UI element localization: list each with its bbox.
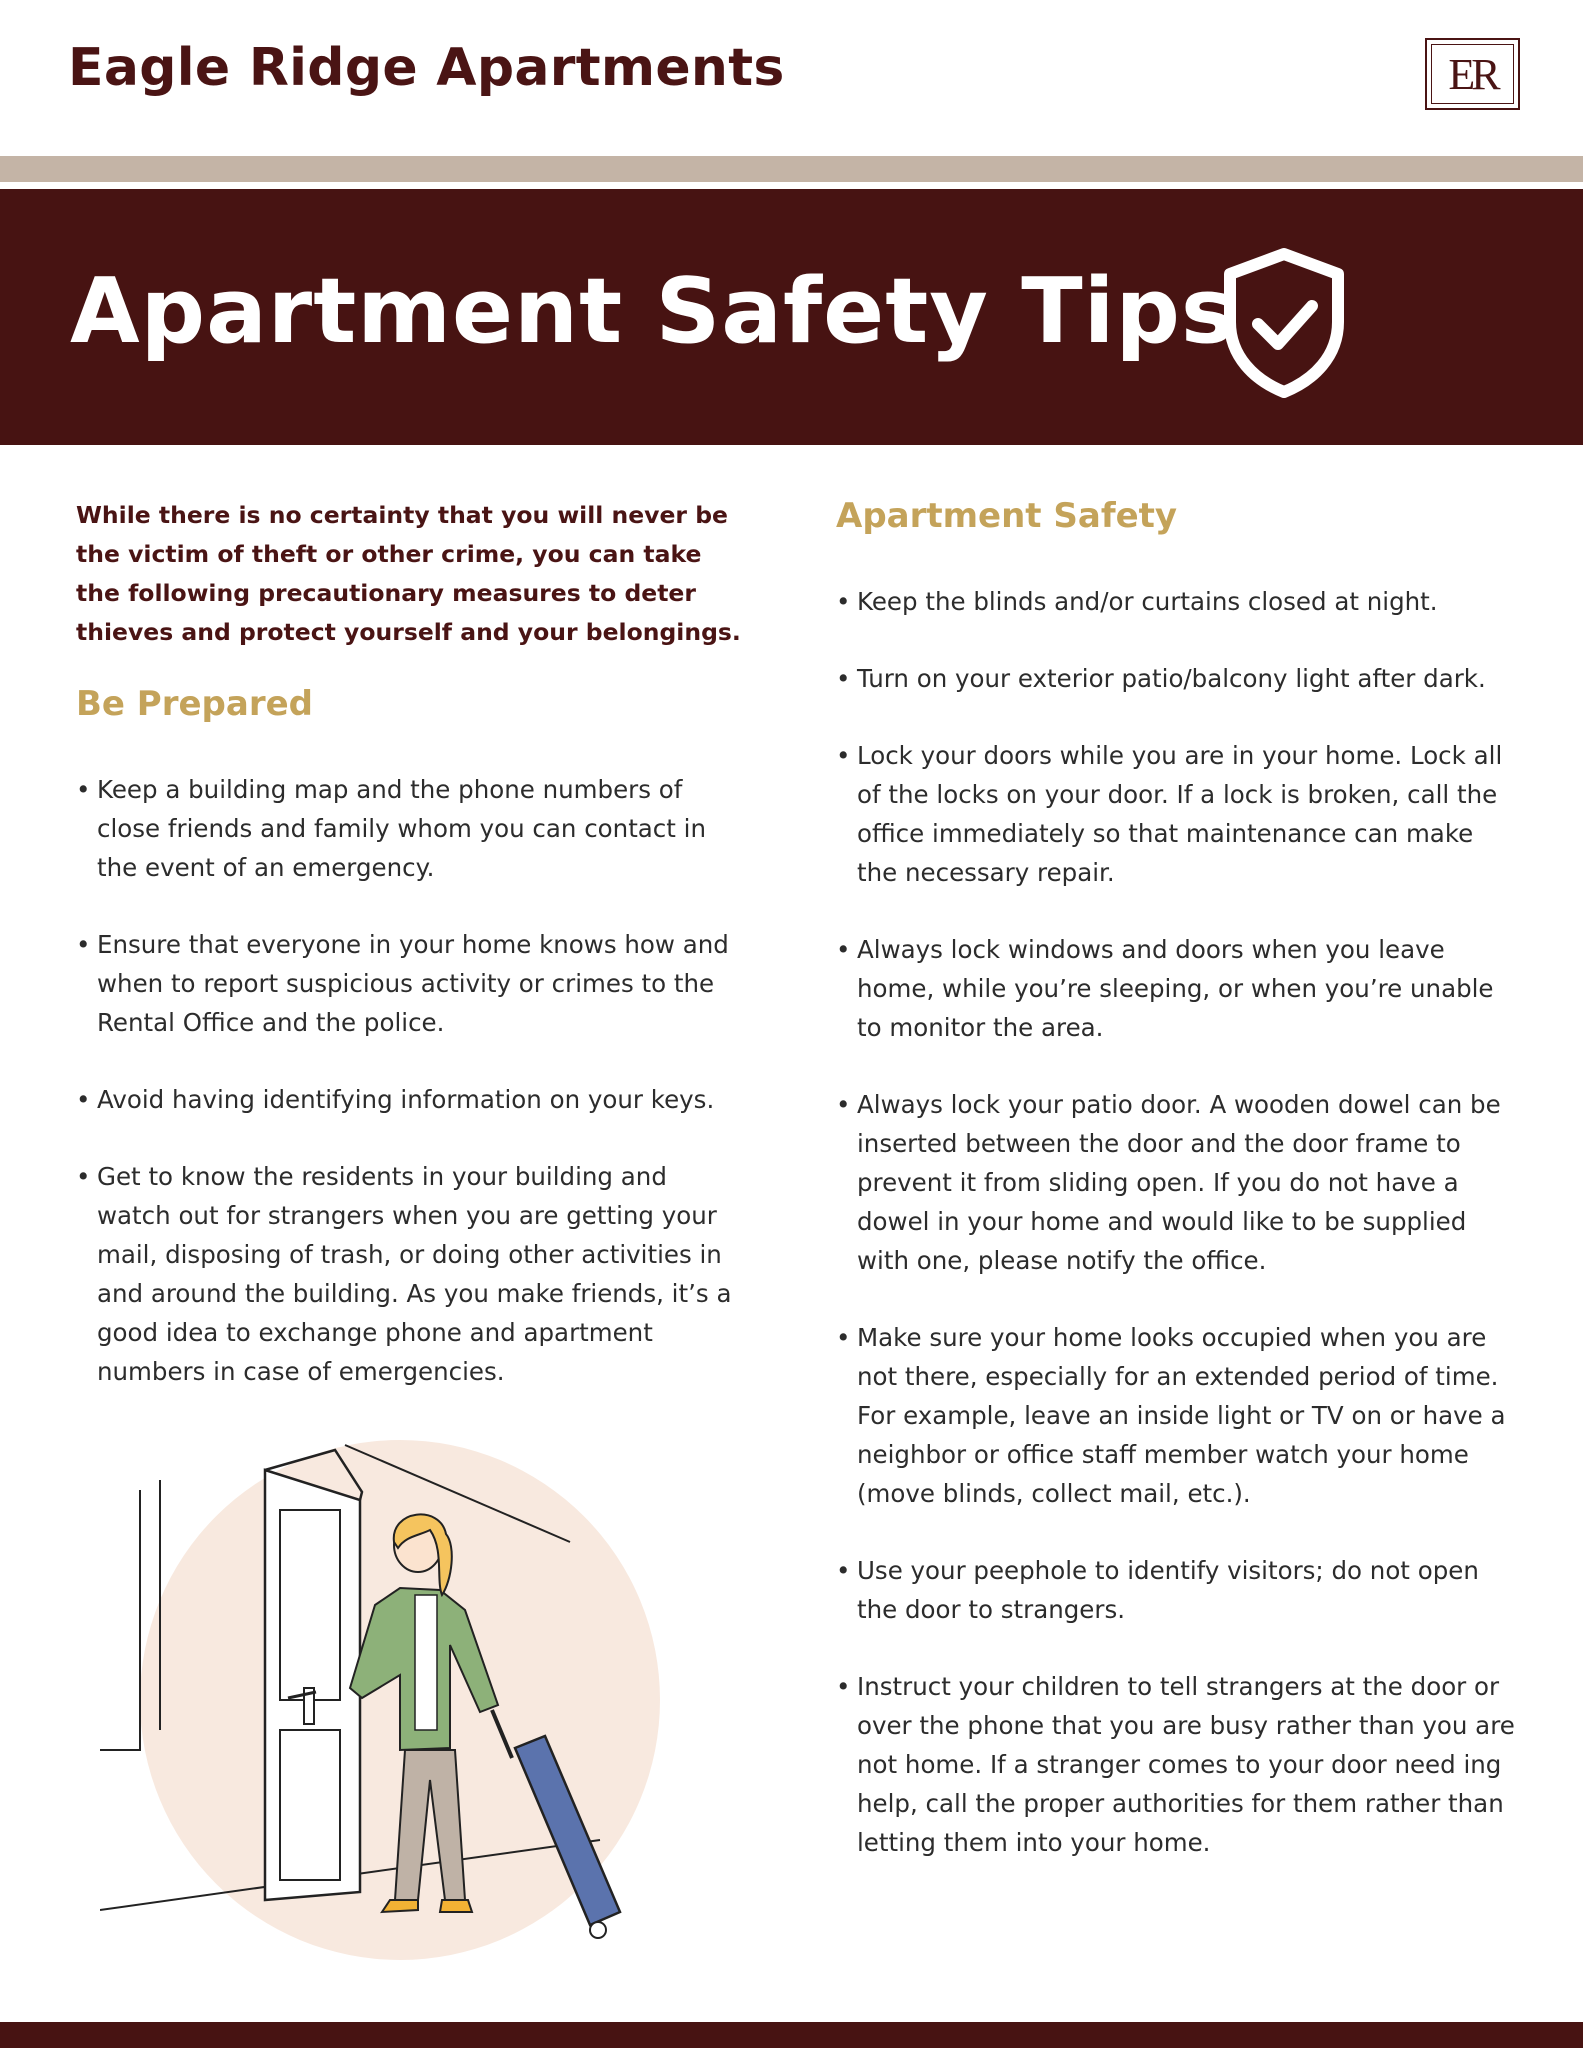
list-item: • Use your peephole to identify visitors; do not open the door to strangers.: [836, 1551, 1516, 1629]
list-item: • Instruct your children to tell strangers at the door or over the phone that you are busy rather than you are not home. If a stranger comes to your door need ing help, call the proper authorities for them rather than letting them into your home.: [836, 1667, 1516, 1862]
list-item: • Keep the blinds and/or curtains closed at night.: [836, 582, 1516, 621]
list-item: • Turn on your exterior patio/balcony light after dark.: [836, 659, 1516, 698]
be-prepared-list: [76, 770, 746, 1429]
traveler-door-illustration: [100, 1430, 700, 1960]
intro-paragraph: While there is no certainty that you will never be the victim of theft or other crime, you can take the following precautionary measures to deter thieves and protect yourself and your belongings.: [76, 501, 741, 646]
shield-check-icon: [1218, 244, 1350, 402]
list-item: • Always lock your patio door. A wooden dowel can be inserted between the door and the door frame to prevent it from sliding open. If you do not have a dowel in your home and would like to be supplied with one, please notify the office.: [836, 1085, 1516, 1280]
list-item: • Keep a building map and the phone numbers of close friends and family whom you can contact in the event of an emergency.: [76, 770, 746, 887]
apartment-safety-heading: Apartment Safety: [836, 496, 1178, 536]
list-item: • Ensure that everyone in your home knows how and when to report suspicious activity or crimes to the Rental Office and the police.: [76, 925, 746, 1042]
list-item: • Lock your doors while you are in your home. Lock all of the locks on your door. If a lock is broken, call the office immediately so that maintenance can make the necessary repair.: [836, 736, 1516, 892]
page-title: Apartment Safety Tips: [70, 259, 1236, 364]
organization-name: Eagle Ridge Apartments: [68, 38, 785, 98]
list-item: • Get to know the residents in your building and watch out for strangers when you are getting your mail, disposing of trash, or doing other activities in and around the building. As you make friends, it’s a good idea to exchange phone and apartment numbers in case of emergencies.: [76, 1157, 746, 1391]
list-item: • Avoid having identifying information on your keys.: [76, 1080, 746, 1119]
footer-bar: [0, 2022, 1583, 2048]
apartment-safety-list: [836, 582, 1516, 1900]
list-item: • Always lock windows and doors when you leave home, while you’re sleeping, or when you’re unable to monitor the area.: [836, 930, 1516, 1047]
list-item: • Make sure your home looks occupied when you are not there, especially for an extended period of time. For example, leave an inside light or TV on or have a neighbor or office staff member watch your home (move blinds, collect mail, etc.).: [836, 1318, 1516, 1513]
decorative-strip: [0, 156, 1583, 182]
be-prepared-heading: Be Prepared: [76, 684, 314, 724]
logo-text: ER: [1431, 44, 1514, 104]
er-logo: [1425, 38, 1520, 110]
